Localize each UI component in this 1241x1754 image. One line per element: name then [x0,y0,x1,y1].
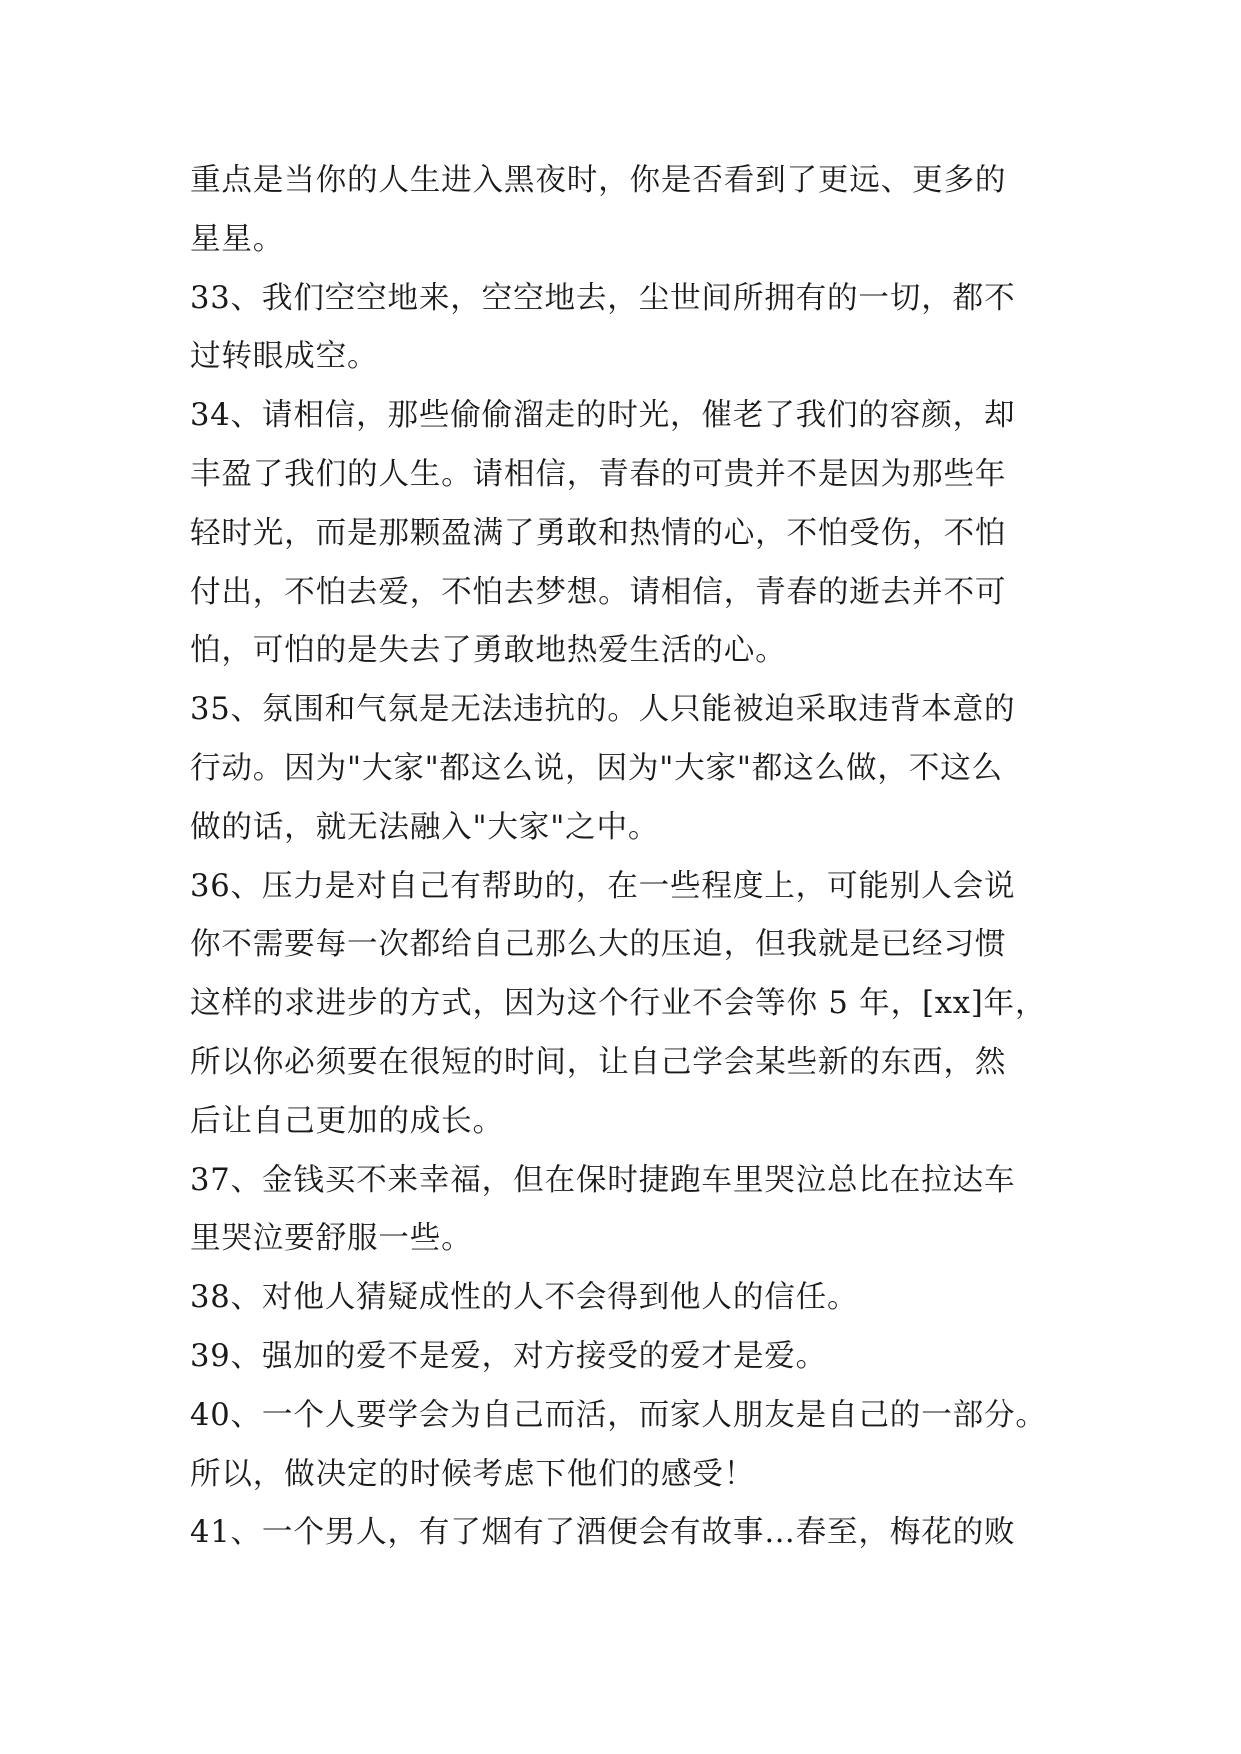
text-line: 行动。因为"大家"都这么说，因为"大家"都这么做，不这么 [190,750,1003,786]
text-line: 41、一个男人，有了烟有了酒便会有故事…春至，梅花的败 [190,1515,1016,1551]
text-line: 这样的求进步的方式，因为这个行业不会等你 5 年，[xx]年， [190,986,1047,1022]
text-line: 40、一个人要学会为自己而活，而家人朋友是自己的一部分。 [190,1397,1047,1433]
text-line: 所以你必须要在很短的时间，让自己学会某些新的东西，然 [190,1044,1007,1080]
text-line: 星星。 [190,221,285,257]
text-line: 38、对他人猜疑成性的人不会得到他人的信任。 [190,1280,859,1316]
text-line: 做的话，就无法融入"大家"之中。 [190,809,660,845]
text-line: 33、我们空空地来，空空地去，尘世间所拥有的一切，都不 [190,280,1016,316]
text-line: 重点是当你的人生进入黑夜时，你是否看到了更远、更多的 [190,163,1007,198]
text-line: 轻时光，而是那颗盈满了勇敢和热情的心，不怕受伤，不怕 [190,515,1007,551]
text-line: 35、氛围和气氛是无法违抗的。人只能被迫采取违背本意的 [190,692,1016,728]
text-line: 34、请相信，那些偷偷溜走的时光，催老了我们的容颜，却 [190,398,1016,434]
document-body [190,152,1050,1563]
text-line: 里哭泣要舒服一些。 [190,1221,473,1257]
text-line: 后让自己更加的成长。 [190,1103,504,1139]
text-line: 36、压力是对自己有帮助的，在一些程度上，可能别人会说 [190,868,1016,904]
text-line: 所以，做决定的时候考虑下他们的感受！ [190,1456,756,1492]
text-line: 付出，不怕去爱，不怕去梦想。请相信，青春的逝去并不可 [190,574,1007,610]
text-line: 39、强加的爱不是爱，对方接受的爱才是爱。 [190,1338,828,1374]
text-line: 过转眼成空。 [190,339,379,375]
text-line: 你不需要每一次都给自己那么大的压迫，但我就是已经习惯 [190,927,1007,963]
text-line: 37、金钱买不来幸福，但在保时捷跑车里哭泣总比在拉达车 [190,1162,1016,1198]
text-line: 丰盈了我们的人生。请相信，青春的可贵并不是因为那些年 [190,456,1007,492]
text-line: 怕，可怕的是失去了勇敢地热爱生活的心。 [190,633,787,669]
